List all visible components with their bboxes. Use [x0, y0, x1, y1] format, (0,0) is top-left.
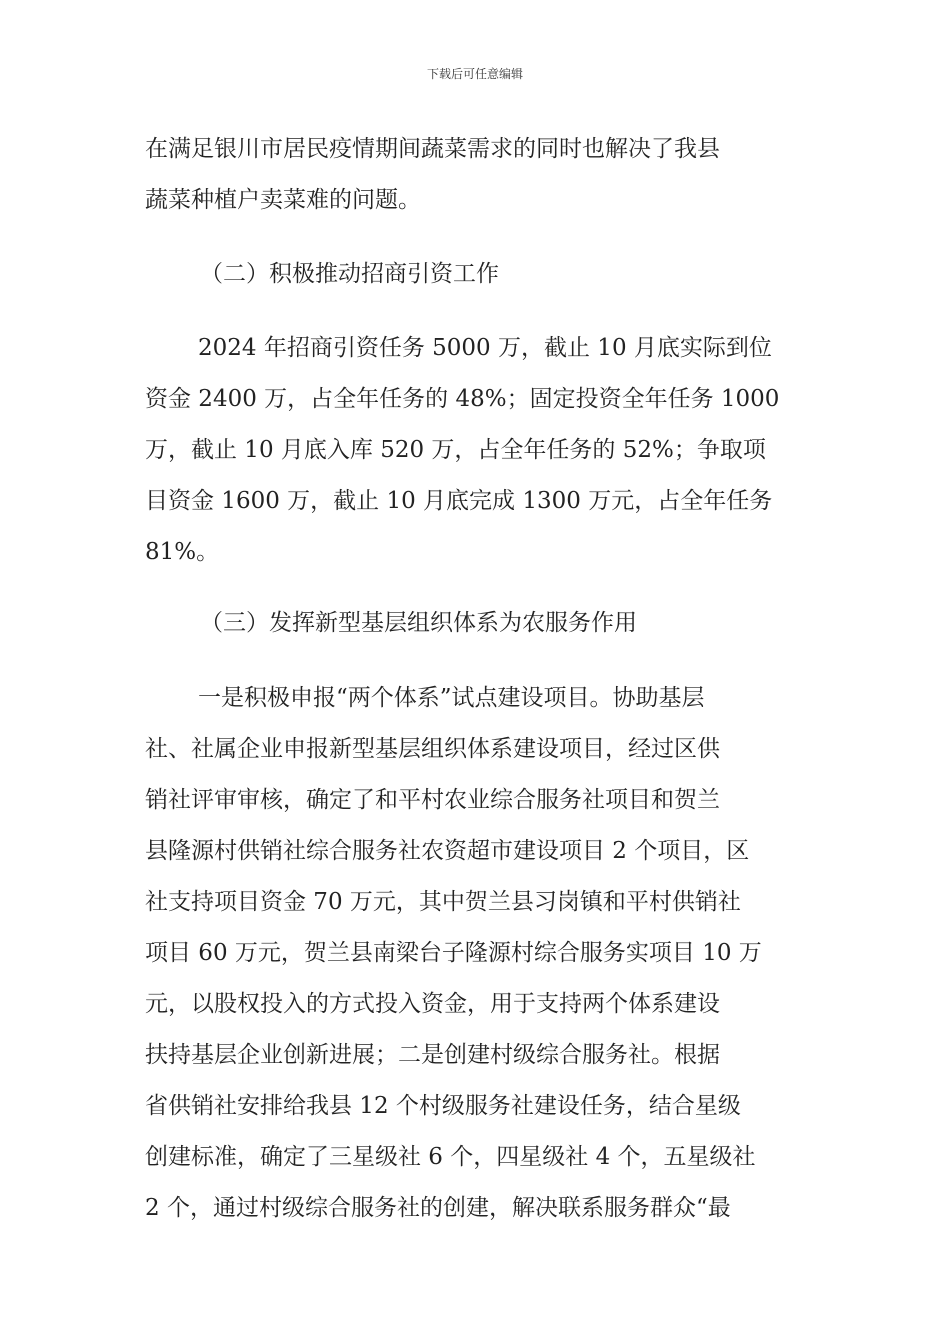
paragraph-line: 县隆源村供销社综合服务社农资超市建设项目 2 个项目，区 [145, 838, 750, 864]
paragraph-line: 在满足银川市居民疫情期间蔬菜需求的同时也解决了我县 [145, 136, 720, 162]
section-heading-investment: （二）积极推动招商引资工作 [200, 261, 499, 287]
section-heading-rural-service: （三）发挥新型基层组织体系为农服务作用 [200, 610, 637, 636]
paragraph-line: 项目 60 万元，贺兰县南梁台子隆源村综合服务实项目 10 万 [145, 940, 762, 966]
page-header-note: 下载后可任意编辑 [426, 67, 523, 81]
paragraph-line: 扶持基层企业创新进展；二是创建村级综合服务社。根据 [145, 1042, 720, 1068]
paragraph-line: 2 个，通过村级综合服务社的创建，解决联系服务群众“最 [145, 1195, 731, 1221]
paragraph-line: 省供销社安排给我县 12 个村级服务社建设任务，结合星级 [145, 1093, 741, 1119]
paragraph-line: 目资金 1600 万，截止 10 月底完成 1300 万元，占全年任务 [145, 488, 773, 514]
paragraph-line: 一是积极申报“两个体系”试点建设项目。协助基层 [198, 685, 705, 711]
paragraph-line: 元，以股权投入的方式投入资金，用于支持两个体系建设 [145, 991, 720, 1017]
paragraph-line: 创建标准，确定了三星级社 6 个，四星级社 4 个，五星级社 [145, 1144, 756, 1170]
paragraph-line: 蔬菜种植户卖菜难的问题。 [145, 187, 421, 213]
paragraph-line: 81%。 [145, 539, 220, 565]
paragraph-line: 资金 2400 万，占全年任务的 48%；固定投资全年任务 1000 [145, 386, 780, 412]
paragraph-line: 2024 年招商引资任务 5000 万，截止 10 月底实际到位 [198, 335, 772, 361]
paragraph-line: 社、社属企业申报新型基层组织体系建设项目，经过区供 [145, 736, 720, 762]
paragraph-line: 销社评审审核，确定了和平村农业综合服务社项目和贺兰 [145, 787, 720, 813]
paragraph-line: 万，截止 10 月底入库 520 万，占全年任务的 52%；争取项 [145, 437, 766, 463]
paragraph-line: 社支持项目资金 70 万元，其中贺兰县习岗镇和平村供销社 [145, 889, 741, 915]
